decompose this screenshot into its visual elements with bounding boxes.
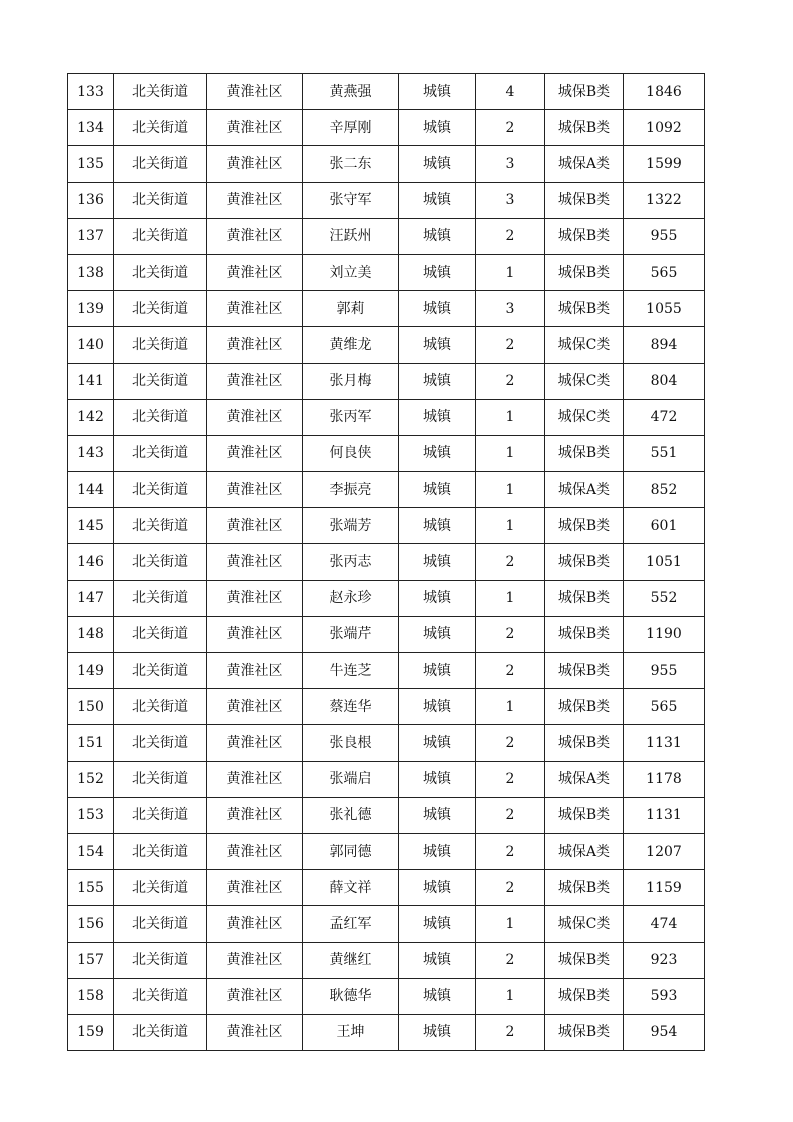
cell-category: 城保B类 <box>545 870 624 906</box>
cell-amount: 1055 <box>624 291 705 327</box>
table-row <box>68 870 705 906</box>
cell-number: 134 <box>68 110 114 146</box>
cell-area-type: 城镇 <box>399 942 476 978</box>
cell-name: 李振亮 <box>303 472 399 508</box>
cell-household-size: 2 <box>476 761 545 797</box>
table-row <box>68 616 705 652</box>
cell-community: 黄淮社区 <box>207 1014 303 1050</box>
cell-street: 北关街道 <box>114 978 207 1014</box>
cell-household-size: 1 <box>476 689 545 725</box>
cell-amount: 1159 <box>624 870 705 906</box>
cell-amount: 1190 <box>624 616 705 652</box>
cell-number: 152 <box>68 761 114 797</box>
cell-street: 北关街道 <box>114 110 207 146</box>
cell-area-type: 城镇 <box>399 363 476 399</box>
cell-category: 城保C类 <box>545 363 624 399</box>
cell-community: 黄淮社区 <box>207 689 303 725</box>
cell-number: 137 <box>68 218 114 254</box>
cell-name: 何良侠 <box>303 435 399 471</box>
cell-area-type: 城镇 <box>399 218 476 254</box>
cell-name: 辛厚刚 <box>303 110 399 146</box>
cell-name: 张二东 <box>303 146 399 182</box>
cell-community: 黄淮社区 <box>207 291 303 327</box>
cell-name: 赵永珍 <box>303 580 399 616</box>
cell-community: 黄淮社区 <box>207 254 303 290</box>
cell-amount: 804 <box>624 363 705 399</box>
table-row <box>68 725 705 761</box>
cell-area-type: 城镇 <box>399 725 476 761</box>
cell-area-type: 城镇 <box>399 689 476 725</box>
cell-household-size: 2 <box>476 544 545 580</box>
cell-category: 城保B类 <box>545 616 624 652</box>
cell-area-type: 城镇 <box>399 472 476 508</box>
cell-household-size: 3 <box>476 291 545 327</box>
cell-number: 156 <box>68 906 114 942</box>
cell-community: 黄淮社区 <box>207 761 303 797</box>
cell-street: 北关街道 <box>114 616 207 652</box>
cell-area-type: 城镇 <box>399 544 476 580</box>
cell-street: 北关街道 <box>114 218 207 254</box>
cell-area-type: 城镇 <box>399 616 476 652</box>
cell-amount: 1207 <box>624 833 705 869</box>
cell-category: 城保A类 <box>545 146 624 182</box>
cell-amount: 1051 <box>624 544 705 580</box>
cell-category: 城保B类 <box>545 435 624 471</box>
cell-community: 黄淮社区 <box>207 978 303 1014</box>
cell-category: 城保C类 <box>545 327 624 363</box>
cell-area-type: 城镇 <box>399 182 476 218</box>
table-row <box>68 363 705 399</box>
table-row <box>68 218 705 254</box>
cell-name: 张丙志 <box>303 544 399 580</box>
cell-category: 城保B类 <box>545 725 624 761</box>
cell-number: 149 <box>68 653 114 689</box>
cell-household-size: 2 <box>476 833 545 869</box>
cell-number: 148 <box>68 616 114 652</box>
cell-amount: 955 <box>624 653 705 689</box>
cell-category: 城保A类 <box>545 833 624 869</box>
cell-name: 郭同德 <box>303 833 399 869</box>
cell-name: 张端芹 <box>303 616 399 652</box>
cell-street: 北关街道 <box>114 1014 207 1050</box>
cell-amount: 1599 <box>624 146 705 182</box>
cell-household-size: 2 <box>476 218 545 254</box>
cell-area-type: 城镇 <box>399 291 476 327</box>
cell-category: 城保B类 <box>545 508 624 544</box>
table-row <box>68 472 705 508</box>
cell-amount: 565 <box>624 689 705 725</box>
table-row <box>68 110 705 146</box>
cell-category: 城保B类 <box>545 291 624 327</box>
cell-category: 城保C类 <box>545 906 624 942</box>
cell-area-type: 城镇 <box>399 761 476 797</box>
cell-community: 黄淮社区 <box>207 616 303 652</box>
cell-community: 黄淮社区 <box>207 363 303 399</box>
cell-category: 城保B类 <box>545 942 624 978</box>
cell-household-size: 2 <box>476 616 545 652</box>
cell-amount: 894 <box>624 327 705 363</box>
cell-number: 157 <box>68 942 114 978</box>
cell-number: 138 <box>68 254 114 290</box>
cell-household-size: 1 <box>476 580 545 616</box>
cell-amount: 1178 <box>624 761 705 797</box>
cell-community: 黄淮社区 <box>207 833 303 869</box>
cell-area-type: 城镇 <box>399 797 476 833</box>
table-row <box>68 146 705 182</box>
cell-area-type: 城镇 <box>399 508 476 544</box>
cell-name: 蔡连华 <box>303 689 399 725</box>
cell-area-type: 城镇 <box>399 1014 476 1050</box>
cell-amount: 601 <box>624 508 705 544</box>
cell-amount: 551 <box>624 435 705 471</box>
cell-community: 黄淮社区 <box>207 399 303 435</box>
cell-street: 北关街道 <box>114 146 207 182</box>
table-row <box>68 399 705 435</box>
cell-community: 黄淮社区 <box>207 146 303 182</box>
table-row <box>68 942 705 978</box>
cell-household-size: 1 <box>476 906 545 942</box>
cell-household-size: 2 <box>476 110 545 146</box>
cell-name: 张端启 <box>303 761 399 797</box>
cell-number: 141 <box>68 363 114 399</box>
cell-name: 黄燕强 <box>303 74 399 110</box>
cell-name: 刘立美 <box>303 254 399 290</box>
cell-household-size: 2 <box>476 653 545 689</box>
cell-number: 136 <box>68 182 114 218</box>
cell-community: 黄淮社区 <box>207 472 303 508</box>
table-row <box>68 797 705 833</box>
cell-area-type: 城镇 <box>399 74 476 110</box>
cell-name: 张守军 <box>303 182 399 218</box>
cell-household-size: 1 <box>476 978 545 1014</box>
cell-amount: 1322 <box>624 182 705 218</box>
cell-community: 黄淮社区 <box>207 906 303 942</box>
cell-street: 北关街道 <box>114 653 207 689</box>
cell-category: 城保C类 <box>545 399 624 435</box>
cell-amount: 955 <box>624 218 705 254</box>
cell-household-size: 1 <box>476 254 545 290</box>
cell-street: 北关街道 <box>114 689 207 725</box>
cell-number: 140 <box>68 327 114 363</box>
cell-area-type: 城镇 <box>399 146 476 182</box>
cell-name: 张端芳 <box>303 508 399 544</box>
table-row <box>68 689 705 725</box>
cell-street: 北关街道 <box>114 74 207 110</box>
cell-household-size: 2 <box>476 363 545 399</box>
table-row <box>68 544 705 580</box>
cell-name: 牛连芝 <box>303 653 399 689</box>
cell-household-size: 1 <box>476 508 545 544</box>
table-row <box>68 291 705 327</box>
cell-household-size: 1 <box>476 472 545 508</box>
cell-street: 北关街道 <box>114 870 207 906</box>
cell-number: 133 <box>68 74 114 110</box>
table-row <box>68 761 705 797</box>
cell-name: 郭莉 <box>303 291 399 327</box>
cell-amount: 472 <box>624 399 705 435</box>
table-row <box>68 182 705 218</box>
cell-household-size: 2 <box>476 1014 545 1050</box>
cell-household-size: 1 <box>476 435 545 471</box>
cell-number: 155 <box>68 870 114 906</box>
cell-street: 北关街道 <box>114 327 207 363</box>
cell-amount: 1092 <box>624 110 705 146</box>
cell-household-size: 2 <box>476 327 545 363</box>
cell-category: 城保B类 <box>545 797 624 833</box>
cell-category: 城保B类 <box>545 74 624 110</box>
cell-number: 145 <box>68 508 114 544</box>
cell-household-size: 3 <box>476 146 545 182</box>
cell-area-type: 城镇 <box>399 978 476 1014</box>
cell-community: 黄淮社区 <box>207 870 303 906</box>
cell-category: 城保B类 <box>545 254 624 290</box>
table-row <box>68 74 705 110</box>
cell-number: 158 <box>68 978 114 1014</box>
cell-category: 城保B类 <box>545 653 624 689</box>
cell-name: 张丙军 <box>303 399 399 435</box>
cell-community: 黄淮社区 <box>207 797 303 833</box>
cell-street: 北关街道 <box>114 182 207 218</box>
table-row <box>68 580 705 616</box>
cell-category: 城保A类 <box>545 472 624 508</box>
cell-area-type: 城镇 <box>399 110 476 146</box>
cell-area-type: 城镇 <box>399 870 476 906</box>
cell-street: 北关街道 <box>114 254 207 290</box>
table-row <box>68 1014 705 1050</box>
cell-street: 北关街道 <box>114 725 207 761</box>
cell-number: 143 <box>68 435 114 471</box>
cell-number: 150 <box>68 689 114 725</box>
cell-number: 146 <box>68 544 114 580</box>
cell-community: 黄淮社区 <box>207 110 303 146</box>
cell-community: 黄淮社区 <box>207 942 303 978</box>
cell-street: 北关街道 <box>114 363 207 399</box>
cell-area-type: 城镇 <box>399 653 476 689</box>
table-row <box>68 978 705 1014</box>
table-row <box>68 833 705 869</box>
cell-category: 城保A类 <box>545 761 624 797</box>
cell-category: 城保B类 <box>545 978 624 1014</box>
cell-household-size: 2 <box>476 725 545 761</box>
cell-street: 北关街道 <box>114 435 207 471</box>
cell-area-type: 城镇 <box>399 254 476 290</box>
cell-number: 144 <box>68 472 114 508</box>
cell-street: 北关街道 <box>114 580 207 616</box>
cell-category: 城保B类 <box>545 689 624 725</box>
cell-street: 北关街道 <box>114 544 207 580</box>
cell-area-type: 城镇 <box>399 327 476 363</box>
data-table <box>67 73 705 1051</box>
table-row <box>68 435 705 471</box>
table-row <box>68 254 705 290</box>
cell-street: 北关街道 <box>114 472 207 508</box>
cell-community: 黄淮社区 <box>207 580 303 616</box>
cell-amount: 565 <box>624 254 705 290</box>
cell-name: 黄维龙 <box>303 327 399 363</box>
cell-street: 北关街道 <box>114 508 207 544</box>
cell-community: 黄淮社区 <box>207 725 303 761</box>
cell-name: 汪跃州 <box>303 218 399 254</box>
table-body <box>68 74 705 1051</box>
cell-name: 张礼德 <box>303 797 399 833</box>
cell-name: 张良根 <box>303 725 399 761</box>
cell-area-type: 城镇 <box>399 833 476 869</box>
cell-community: 黄淮社区 <box>207 218 303 254</box>
cell-amount: 1131 <box>624 725 705 761</box>
cell-category: 城保B类 <box>545 544 624 580</box>
cell-household-size: 1 <box>476 399 545 435</box>
cell-street: 北关街道 <box>114 942 207 978</box>
cell-amount: 552 <box>624 580 705 616</box>
cell-street: 北关街道 <box>114 291 207 327</box>
cell-street: 北关街道 <box>114 906 207 942</box>
cell-name: 耿德华 <box>303 978 399 1014</box>
cell-number: 135 <box>68 146 114 182</box>
cell-area-type: 城镇 <box>399 906 476 942</box>
cell-amount: 852 <box>624 472 705 508</box>
cell-household-size: 2 <box>476 870 545 906</box>
cell-community: 黄淮社区 <box>207 74 303 110</box>
cell-name: 孟红军 <box>303 906 399 942</box>
table-row <box>68 327 705 363</box>
cell-number: 147 <box>68 580 114 616</box>
cell-household-size: 2 <box>476 942 545 978</box>
cell-amount: 474 <box>624 906 705 942</box>
cell-area-type: 城镇 <box>399 399 476 435</box>
cell-amount: 923 <box>624 942 705 978</box>
cell-category: 城保B类 <box>545 218 624 254</box>
table-row <box>68 906 705 942</box>
cell-street: 北关街道 <box>114 399 207 435</box>
cell-name: 黄继红 <box>303 942 399 978</box>
cell-number: 142 <box>68 399 114 435</box>
cell-amount: 1846 <box>624 74 705 110</box>
cell-community: 黄淮社区 <box>207 508 303 544</box>
cell-category: 城保B类 <box>545 1014 624 1050</box>
cell-household-size: 3 <box>476 182 545 218</box>
cell-amount: 593 <box>624 978 705 1014</box>
cell-household-size: 4 <box>476 74 545 110</box>
cell-number: 159 <box>68 1014 114 1050</box>
cell-community: 黄淮社区 <box>207 327 303 363</box>
cell-number: 154 <box>68 833 114 869</box>
cell-community: 黄淮社区 <box>207 544 303 580</box>
cell-name: 张月梅 <box>303 363 399 399</box>
cell-street: 北关街道 <box>114 761 207 797</box>
cell-street: 北关街道 <box>114 833 207 869</box>
cell-category: 城保B类 <box>545 580 624 616</box>
cell-community: 黄淮社区 <box>207 653 303 689</box>
cell-number: 153 <box>68 797 114 833</box>
cell-community: 黄淮社区 <box>207 435 303 471</box>
cell-number: 139 <box>68 291 114 327</box>
cell-name: 薛文祥 <box>303 870 399 906</box>
cell-area-type: 城镇 <box>399 580 476 616</box>
table-row <box>68 653 705 689</box>
cell-street: 北关街道 <box>114 797 207 833</box>
cell-name: 王坤 <box>303 1014 399 1050</box>
cell-community: 黄淮社区 <box>207 182 303 218</box>
cell-household-size: 2 <box>476 797 545 833</box>
cell-amount: 1131 <box>624 797 705 833</box>
table-row <box>68 508 705 544</box>
cell-number: 151 <box>68 725 114 761</box>
cell-amount: 954 <box>624 1014 705 1050</box>
cell-area-type: 城镇 <box>399 435 476 471</box>
cell-category: 城保B类 <box>545 182 624 218</box>
cell-category: 城保B类 <box>545 110 624 146</box>
